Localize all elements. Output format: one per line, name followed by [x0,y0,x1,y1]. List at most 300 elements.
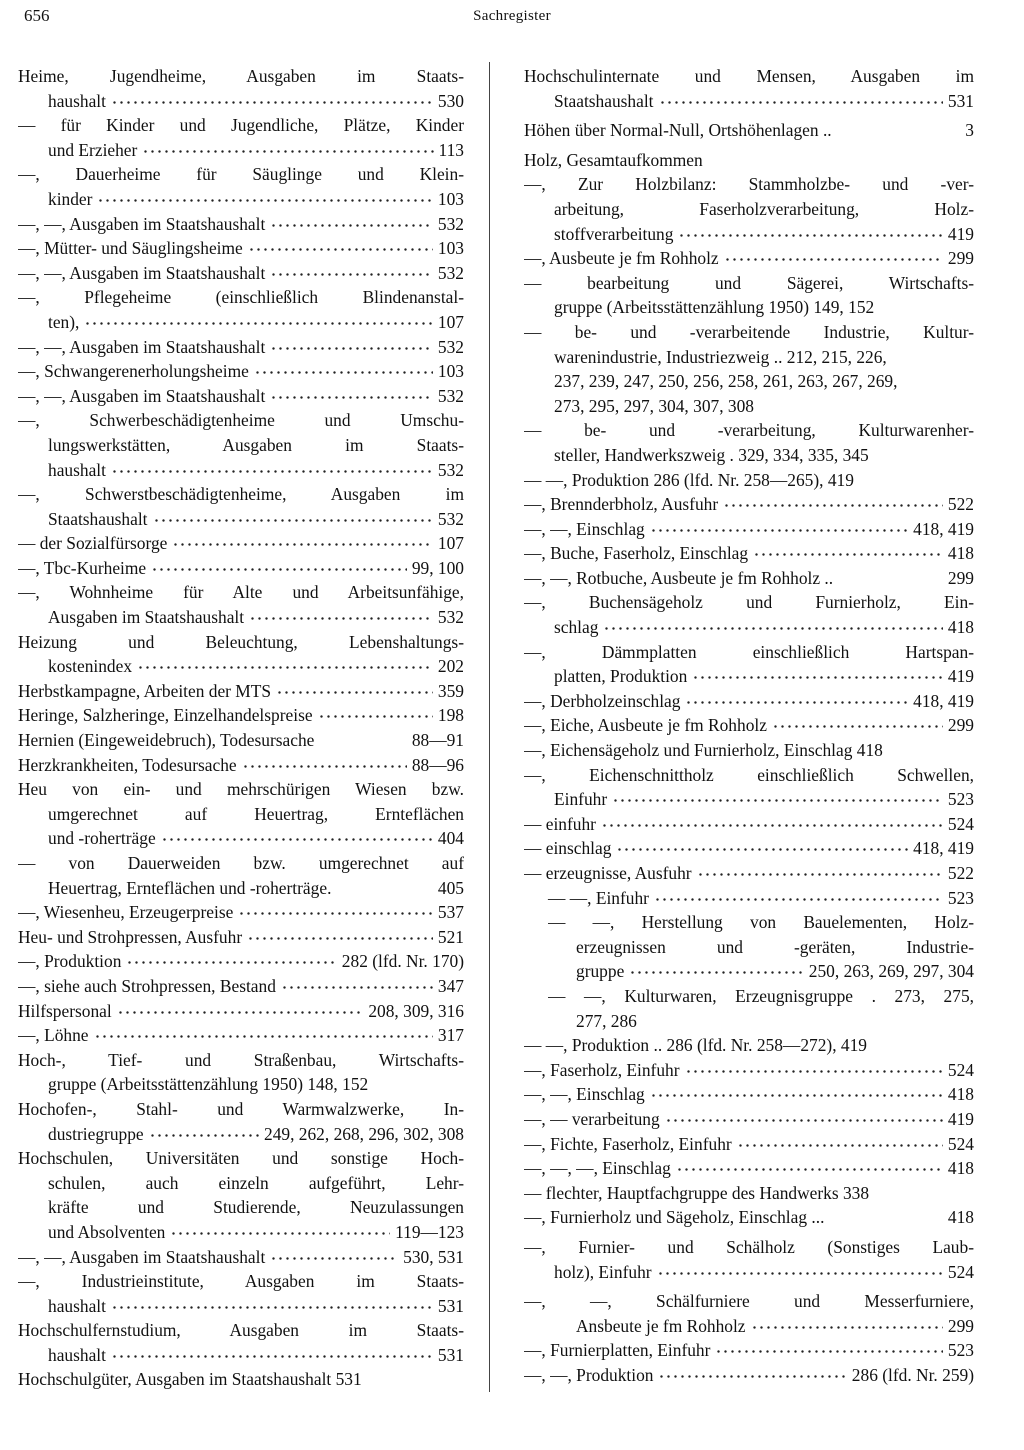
index-entry-continuation [18,802,464,827]
entry-text: — —, Herstellung von Bauelementen, Holz- [548,912,974,933]
entry-text: Heu- und Strohpressen, Ausfuhr [18,926,243,947]
index-entry [18,925,464,950]
entry-text: schulen, auch einzeln aufgeführt, Lehr- [48,1172,464,1193]
entry-text: holz), Einfuhr [554,1261,652,1282]
entry-text: arbeitung, Faserholzverarbeitung, Holz- [554,198,974,219]
entry-text: Höhen über Normal-Null, Ortshöhenlagen .. [524,120,832,141]
index-entry-continuation [524,1009,974,1034]
index-entry [18,974,464,999]
entry-text: —, —, Produktion [524,1364,654,1385]
entry-text: — für Kinder und Jugendliche, Plätze, Kinder [18,115,464,136]
entry-text: Einfuhr [554,789,608,810]
dot-leader [111,1297,433,1314]
entry-text: —, Dämmplatten einschließlich Hartspan- [524,641,974,662]
index-entry [524,271,974,296]
index-entry [18,1269,464,1294]
index-entry [18,1097,464,1122]
entry-text: 237, 239, 247, 250, 256, 258, 261, 263, 267, 269, [554,371,898,392]
dot-leader [276,682,433,699]
dot-leader [697,865,943,882]
index-entry-continuation [524,1260,974,1285]
index-entry [524,1205,974,1230]
entry-text: —, Buchensägeholz und Furnierholz, Ein- [524,592,974,613]
index-entry [524,861,974,886]
dot-leader [170,1224,390,1241]
dot-leader [629,963,803,980]
dot-leader [753,545,943,562]
dot-leader [654,889,943,906]
index-entry [524,1289,974,1314]
index-entry [524,1338,974,1363]
entry-text: —, —, Ausgaben im Staatshaushalt [18,385,266,406]
index-entry [18,285,464,310]
dot-leader [612,791,943,808]
entry-text: —, Wiesenheu, Erzeugerpreise [18,902,234,923]
entry-text: und -roherträge [48,828,156,849]
dot-leader [94,1027,433,1044]
dot-leader [111,1346,433,1363]
index-entry [524,246,974,271]
index-entry [524,713,974,738]
entry-text: —, Zur Holzbilanz: Stammholzbe- und -ver- [524,174,974,195]
entry-text: Hochschulfernstudium, Ausgaben im Staats- [18,1320,464,1341]
entry-text: —, Industrieinstitute, Ausgaben im Staats- [18,1271,464,1292]
entry-text: —, Fichte, Faserholz, Einfuhr [524,1133,732,1154]
index-entry-continuation [524,345,974,370]
dot-leader [751,1317,943,1334]
page-reference: 524 [947,1261,974,1282]
index-entry-continuation [524,664,974,689]
index-entry-continuation [524,295,974,320]
entry-text: —, Schwerbeschädigtenheime und Umschu- [18,410,464,431]
index-entry [524,492,974,517]
entry-text: schlag [554,617,599,638]
entry-text: —, Tbc-Kurheime [18,557,147,578]
index-entry [18,335,464,360]
entry-text: —, Furnierplatten, Einfuhr [524,1340,711,1361]
page-reference: 523 [947,789,974,810]
dot-leader [84,314,433,331]
page-reference: 530 [437,90,464,111]
entry-text: —, —, Einschlag [524,1084,645,1105]
dot-leader [270,1248,398,1265]
index-entry [18,113,464,138]
page-reference: 522 [947,494,974,515]
index-entry [524,640,974,665]
entry-text: —, Ausbeute je fm Rohholz [524,248,719,269]
page-reference: 419 [947,1108,974,1129]
entry-text: — der Sozialfürsorge [18,533,168,554]
entry-text: — einfuhr [524,813,596,834]
page-reference: 418 [947,617,974,638]
entry-text: haushalt [48,90,106,111]
index-entry-continuation [524,935,974,960]
entry-text: Hochofen-, Stahl- und Warmwalzwerke, In- [18,1098,464,1119]
index-entry [524,738,974,763]
entry-text: — flechter, Hauptfachgruppe des Handwerks 338 [524,1182,870,1203]
entry-text: —, Eiche, Ausbeute je fm Rohholz [524,715,767,736]
entry-text: kostenindex [48,656,133,677]
index-entry [18,703,464,728]
entry-text: Ansbeute je fm Rohholz [576,1315,746,1336]
entry-text: Hilfspersonal [18,1000,112,1021]
entry-text: —, Furnier- und Schälholz (Sonstiges Laub- [524,1236,974,1257]
index-entry-continuation [18,1171,464,1196]
page-reference: 532 [437,336,464,357]
index-entry-continuation [524,197,974,222]
entry-text: Herbstkampagne, Arbeiten der MTS [18,680,272,701]
dot-leader [270,264,433,281]
entry-text: —, —, Ausgaben im Staatshaushalt [18,1246,266,1267]
page-header [0,6,1024,32]
page-reference: 286 (lfd. Nr. 259) [851,1364,974,1385]
index-entry-continuation [18,507,464,532]
index-entry-continuation [18,433,464,458]
page-reference: 522 [947,863,974,883]
entry-text: —, Buche, Faserholz, Einschlag [524,543,749,564]
index-entry [18,753,464,778]
index-entry-continuation [18,1343,464,1368]
entry-text: gruppe [576,961,625,982]
entry-text: —, Dauerheime für Säuglinge und Klein- [18,164,464,185]
index-entry [18,728,464,753]
page-reference: 99, 100 [411,557,464,578]
index-entry-continuation [18,654,464,679]
dot-leader [658,1366,846,1383]
dot-leader [724,250,943,267]
page-reference: 198 [437,705,464,726]
dot-leader [248,240,433,257]
page-reference: 405 [437,877,464,898]
dot-leader [685,692,908,709]
dot-leader [723,496,943,513]
entry-text: —, —, Ausgaben im Staatshaushalt [18,262,266,283]
index-entry-continuation [18,876,464,901]
index-entry [18,900,464,925]
page-reference: 531 [947,90,974,111]
index-entry-continuation [18,89,464,114]
dot-leader [659,92,943,109]
entry-text: —, Derbholzeinschlag [524,690,681,711]
page-reference: 532 [437,508,464,529]
page-reference: 88—91 [411,730,464,751]
entry-text: —, —, Einschlag [524,518,645,539]
entry-text: und Erzieher [48,139,138,160]
entry-text: und Absolventen [48,1221,166,1242]
index-entry [524,590,974,615]
index-entry-continuation [524,222,974,247]
page-reference: 359 [437,680,464,701]
index-entry [18,236,464,261]
dot-leader [650,1086,943,1103]
entry-text: — be- und -verarbeitung, Kulturwarenher- [524,420,974,441]
page-reference: 249, 262, 268, 296, 302, 308 [264,1123,464,1144]
dot-leader [281,978,433,995]
index-entry-continuation [18,1072,464,1097]
index-entry [524,1156,974,1181]
entry-text: —, Löhne [18,1025,89,1046]
dot-leader [117,1002,364,1019]
page-reference: 418 [947,1207,974,1228]
index-entry [18,580,464,605]
entry-text: Staatshaushalt [48,508,148,529]
page-reference: 103 [437,361,464,382]
entry-text: kräfte und Studierende, Neuzulassungen [48,1197,464,1218]
dot-leader [601,815,943,832]
entry-text: —, Eichensägeholz und Furnierholz, Einschlag 418 [524,740,883,761]
index-entry [524,320,974,345]
entry-text: stoffverarbeitung [554,223,674,244]
page-reference: 531 [437,1344,464,1365]
index-entry [18,212,464,237]
dot-leader [247,928,433,945]
index-entry-continuation [18,605,464,630]
entry-text: ten), [48,311,80,332]
page-reference: 113 [438,139,464,160]
entry-text: —, Schwerstbeschädigtenheime, Ausgaben im [18,484,464,505]
page-reference: 418 [947,1084,974,1105]
page-reference: 532 [437,607,464,628]
page-reference: 282 (lfd. Nr. 170) [341,951,464,972]
entry-text: —, —, Schälfurniere und Messerfurniere, [524,1291,974,1312]
index-entry [18,1318,464,1343]
dot-leader [111,461,433,478]
index-entry-continuation [524,89,974,114]
dot-leader [97,191,432,208]
index-entry [18,64,464,89]
page-reference: 317 [437,1025,464,1046]
entry-text: gruppe (Arbeitsstättenzählung 1950) 148, 152 [48,1074,369,1095]
page-reference: 524 [947,1059,974,1080]
index-entry-continuation [18,1195,464,1220]
page-reference: 532 [437,262,464,283]
index-entry-continuation [524,615,974,640]
page-reference: 299 [947,567,974,588]
dot-leader [270,215,433,232]
entry-text: Heu von ein- und mehrschürigen Wiesen bzw. [18,779,464,800]
entry-text: —, Pflegeheime (einschließlich Blindenanstal- [18,287,464,308]
page-reference: 202 [437,656,464,677]
page-reference: 523 [947,887,974,908]
dot-leader [692,668,943,685]
page-reference: 537 [437,902,464,923]
index-entry-continuation [524,959,974,984]
page-reference: 299 [947,715,974,736]
page-reference: 418, 419 [913,518,974,539]
dot-leader [737,1135,943,1152]
entry-text: —, Eichenschnittholz einschließlich Schwellen, [524,764,974,785]
index-entry [18,556,464,581]
index-entry [524,566,974,591]
entry-text: Herzkrankheiten, Todesursache [18,754,237,775]
entry-text: Hochschulinternate und Mensen, Ausgaben im [524,66,974,86]
index-entry [524,64,974,89]
entry-text: —, Furnierholz und Sägeholz, Einschlag ... [524,1207,825,1228]
index-entry [18,1048,464,1073]
index-entry [524,689,974,714]
index-entry [524,418,974,443]
dot-leader [254,363,433,380]
dot-leader [142,141,433,158]
page-reference: 404 [437,828,464,849]
entry-text: steller, Handwerkszweig . 329, 334, 335, 345 [554,444,869,465]
entry-text: —, —, —, Einschlag [524,1158,671,1179]
index-entry [18,482,464,507]
dot-leader [715,1342,942,1359]
dot-leader [161,830,433,847]
dot-leader [772,717,943,734]
entry-text: — be- und -verarbeitende Industrie, Kultur- [524,321,974,342]
page-reference: 107 [437,311,464,332]
page-reference: 524 [947,1133,974,1154]
index-entry [524,763,974,788]
entry-text: platten, Produktion [554,666,688,687]
index-entry [18,1245,464,1270]
index-entry-continuation [18,310,464,335]
page-reference: 531 [437,1295,464,1316]
index-entry-continuation [18,1122,464,1147]
page-reference: 347 [437,975,464,996]
page-reference: 418 [947,1158,974,1179]
entry-text: haushalt [48,1344,106,1365]
entry-text: Heuertrag, Ernteflächen und -roherträge. [48,877,332,898]
dot-leader [657,1263,943,1280]
index-entry [18,949,464,974]
entry-text: umgerechnet auf Heuertrag, Ernteflächen [48,803,464,824]
page-reference: 3 [965,120,974,141]
entry-text: — einschlag [524,838,612,859]
entry-text: —, Mütter- und Säuglingsheime [18,238,243,259]
entry-text: Heizung und Beleuchtung, Lebenshaltungs- [18,631,464,652]
entry-text: Heringe, Salzheringe, Einzelhandelspreise [18,705,313,726]
entry-text: kinder [48,188,93,209]
column-divider [489,62,490,1392]
entry-text: —, Schwangerenerholungsheime [18,361,249,382]
entry-text: — —, Kulturwaren, Erzeugnisgruppe . 273, 275, [548,985,974,1006]
page-reference: 521 [437,926,464,947]
entry-text: dustriegruppe [48,1123,144,1144]
index-entry [524,517,974,542]
page-reference: 418, 419 [913,838,974,859]
dot-leader [126,953,336,970]
entry-text: —, Produktion [18,951,122,972]
page-reference: 524 [947,813,974,834]
index-entry [524,118,974,143]
dot-leader [249,609,433,626]
index-entry-continuation [524,1314,974,1339]
entry-text: Hernien (Eingeweidebruch), Todesursache [18,730,315,751]
index-entry-continuation [18,826,464,851]
dot-leader [676,1160,943,1177]
index-entry [18,679,464,704]
dot-leader [318,707,433,724]
index-entry [18,1146,464,1171]
index-entry [524,148,974,173]
entry-text: — —, Produktion .. 286 (lfd. Nr. 258—272), 419 [524,1035,867,1056]
right-column [524,64,974,1387]
dot-leader [616,840,908,857]
index-entry [18,777,464,802]
index-entry-continuation [18,458,464,483]
index-entry [18,408,464,433]
entry-text: — bearbeitung und Sägerei, Wirtschafts- [524,272,974,293]
running-title: Sachregister [473,8,551,24]
dot-leader [603,619,942,636]
page-reference: 418, 419 [913,690,974,711]
index-entry [524,468,974,493]
page-reference: 208, 309, 316 [368,1000,464,1021]
index-entry-continuation [18,138,464,163]
entry-text: Hochschulen, Universitäten und sonstige Hoch- [18,1148,464,1169]
index-entry-continuation [18,187,464,212]
entry-text: Heime, Jugendheime, Ausgaben im Staats- [18,66,464,86]
index-entry [524,1181,974,1206]
entry-text: Hochschulgüter, Ausgaben im Staatshaushalt 531 [18,1369,362,1390]
entry-text: gruppe (Arbeitsstättenzählung 1950) 149, 152 [554,297,875,318]
entry-text: Hoch-, Tief- und Straßenbau, Wirtschafts- [18,1049,464,1070]
page-number: 656 [24,6,50,25]
page-reference: 530, 531 [403,1246,464,1267]
entry-text: —, Faserholz, Einfuhr [524,1059,680,1080]
index-entry [18,1367,464,1392]
entry-text: 273, 295, 297, 304, 307, 308 [554,395,754,416]
index-entry [18,162,464,187]
index-entry [524,886,974,911]
entry-text: —, —, Ausgaben im Staatshaushalt [18,336,266,357]
entry-text: warenindustrie, Industriezweig .. 212, 215, 226, [554,346,887,367]
entry-text: haushalt [48,459,106,480]
index-entry [524,1058,974,1083]
entry-text: lungswerkstätten, Ausgaben im Staats- [48,434,464,455]
entry-text: —, Brennderbholz, Ausfuhr [524,494,719,515]
entry-text: — —, Produktion 286 (lfd. Nr. 258—265), 419 [524,469,854,490]
entry-text: erzeugnissen und -geräten, Industrie- [576,936,974,957]
page-reference: 419 [947,666,974,687]
index-entry [524,1107,974,1132]
page-reference: 107 [437,533,464,554]
index-entry-continuation [524,443,974,468]
index-entry-continuation [18,1220,464,1245]
index-entry-continuation [18,1294,464,1319]
entry-text: Staatshaushalt [554,90,654,111]
entry-text: —, siehe auch Strohpressen, Bestand [18,975,276,996]
dot-leader [650,520,908,537]
dot-leader [678,225,942,242]
index-entry [524,1235,974,1260]
dot-leader [111,92,433,109]
dot-leader [151,559,407,576]
index-entry [18,261,464,286]
page-reference: 103 [437,238,464,259]
index-entry [524,1132,974,1157]
left-column [18,64,464,1392]
index-entry [18,384,464,409]
page-reference: 250, 263, 269, 297, 304 [808,961,974,982]
dot-leader [242,756,407,773]
entry-text: —, —, Rotbuche, Ausbeute je fm Rohholz .. [524,567,834,588]
dot-leader [270,387,433,404]
entry-text: haushalt [48,1295,106,1316]
page-reference: 532 [437,459,464,480]
entry-text: Holz, Gesamtaufkommen [524,149,703,170]
index-entry [524,910,974,935]
page-reference: 419 [947,223,974,244]
page-reference: 532 [437,213,464,234]
index-entry-continuation [524,394,974,419]
page-reference: 299 [947,248,974,269]
entry-text: —, —, Ausgaben im Staatshaushalt [18,213,266,234]
index-entry [524,172,974,197]
